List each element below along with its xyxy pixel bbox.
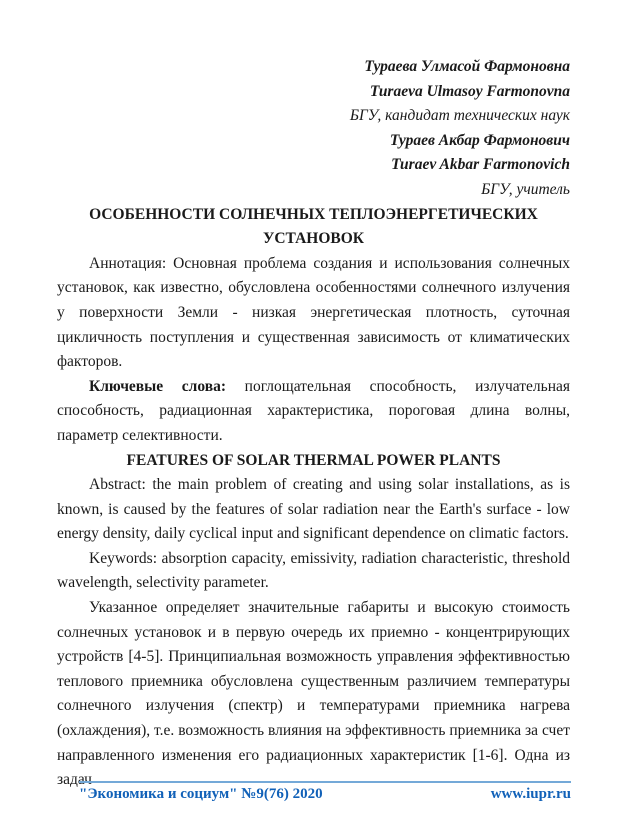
keywords-ru-text: поглощательная способность, излучательная способность, радиационная характеристика, пороговая длина волны, параметр селективности.	[57, 377, 571, 444]
journal-website-link[interactable]: www.iupr.ru	[490, 786, 571, 802]
article-title-en: FEATURES OF SOLAR THERMAL POWER PLANTS	[126, 451, 501, 469]
keywords-ru-label: Ключевые слова:	[89, 377, 227, 395]
author-1-name-en: Turaeva Ulmasoy Farmonovna	[369, 82, 570, 100]
author-2-name-ru: Тураев Акбар Фармонович	[389, 131, 570, 149]
journal-issue-label: "Экономика и социум" №9(76) 2020	[79, 786, 323, 802]
author-2-affiliation: БГУ, учитель	[481, 180, 570, 198]
abstract-ru: Аннотация: Основная проблема создания и использования солнечных установок, как известно, обусловлена особенностями солнечного излучения у поверхности Земли - низкая энергетическая плотность, суточная цикличность поступления и существенная зависимость от климатических факторов.	[57, 254, 570, 371]
author-1-affiliation: БГУ, кандидат технических наук	[349, 107, 570, 125]
document-content	[57, 55, 570, 793]
author-1-name-ru: Тураева Улмасой Фармоновна	[364, 58, 570, 75]
page-footer	[79, 781, 571, 803]
keywords-ru	[57, 375, 570, 449]
abstract-en: Abstract: the main problem of creating and using solar installations, as is known, is caused by the features of solar radiation near the Earth's surface - low energy density, daily cyclical input and significant dependence on climatic factors.	[57, 476, 570, 543]
author-block	[57, 55, 570, 203]
article-title-ru: ОСОБЕННОСТИ СОЛНЕЧНЫХ ТЕПЛОЭНЕРГЕТИЧЕСКИХ УСТАНОВОК	[89, 205, 538, 248]
author-2-name-en: Turaev Akbar Farmonovich	[391, 156, 570, 174]
body-paragraph: Указанное определяет значительные габариты и высокую стоимость солнечных установок и в первую очередь их приемно - концентрирующих устройств [4-5]. Принципиальная возможность управления эффективностью теплового приемника обусловлена существенным различием температуры солнечного излучения (спектр) и температурами приемника нагрева (охлаждения), т.е. возможность влияния на эффективность приемника за счет направленного изменения его радиационных характеристик [1-6]. Одна из задач	[57, 599, 570, 789]
keywords-en: Keywords: absorption capacity, emissivity, radiation characteristic, threshold wavelength, selectivity parameter.	[57, 549, 570, 592]
